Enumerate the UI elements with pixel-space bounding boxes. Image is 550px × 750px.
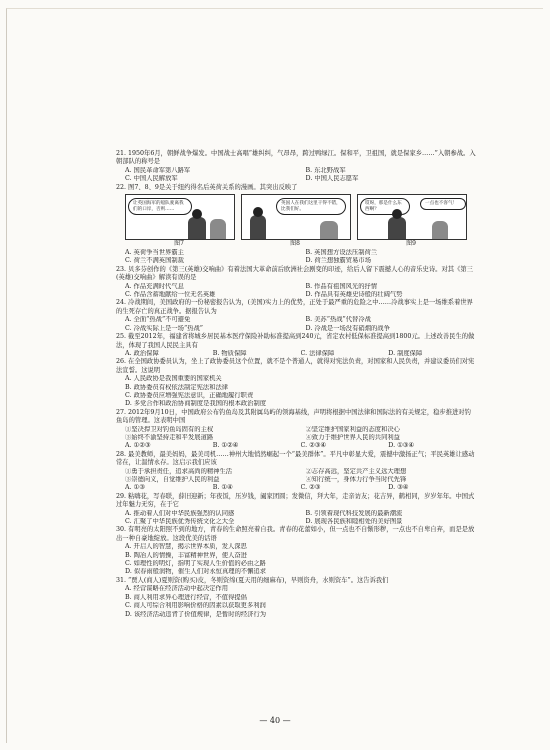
options <box>116 316 476 333</box>
option-d: D. 中国人民志愿军 <box>305 175 359 183</box>
option-a: A. 推动着人们对中华民族强烈的认同感 <box>125 509 235 517</box>
option-d: D. ①③④ <box>388 442 415 450</box>
speech-bubble: 英国人在我们这里干得不错，比我们好。 <box>276 198 346 215</box>
option-d: D. 多党合作和政治协商制度是我国的根本政治制度 <box>125 400 267 408</box>
option-b: B. 作品有祖国风光的抒情 <box>305 282 378 290</box>
options <box>116 484 476 492</box>
speech-bubble: 哎呀，那是什么东西啊？ <box>360 198 410 215</box>
option-a: A. 开启人的智慧，揭示世界本质，发人深思 <box>125 543 247 551</box>
option-c: C. ②③ <box>300 484 321 492</box>
question-21 <box>116 150 476 184</box>
options <box>116 249 476 266</box>
statement-2: ②坚定维护国家利益的态度和决心 <box>305 425 400 433</box>
question-31 <box>116 577 476 619</box>
option-b: B. 政协委员有权依法制定宪法和法律 <box>125 383 229 391</box>
option-c: C. 荷兰不满英国制裁 <box>125 257 184 265</box>
options <box>116 543 476 577</box>
option-a: A. ①③ <box>125 484 145 492</box>
option-d: D. 似春雨般润物，催生人们对永恒真理的不懈追求 <box>125 568 267 576</box>
page-number: — 40 — <box>259 716 291 725</box>
option-d: D. 荷兰想独霸贸易市场 <box>305 257 371 265</box>
option-b: B. 东北野战军 <box>305 166 346 174</box>
option-a: A. 经营谋略在经济活动中起决定作用 <box>125 585 229 593</box>
question-stem: 26. 在全国政协委员认为，坐上了政协委员这个位置，就不是个普通人，就得对宪法负责，对国家和人民负责，并建议委员们对宪法宣誓。这说明 <box>116 358 475 374</box>
option-d: D. 冷战是一场没有硝烟的战争 <box>305 324 390 332</box>
cartoon-figure <box>388 217 406 239</box>
option-a: A. ①②③ <box>125 442 151 450</box>
option-d: D. 作品具有英雄史诗般的壮阔气势 <box>305 291 403 299</box>
question-stem: 23. 贝多芬创作的《第三(英雄)交响曲》有着法国大革命前后欧洲社会剧变的印迹，给后人留下震撼人心的音乐史诗。对其《第三(英雄)交响曲》解读有误的是 <box>116 265 473 282</box>
statement-3: ③崇德向义，自觉维护人民的利益 <box>125 476 220 483</box>
option-b: B. 英国想方设法压制荷兰 <box>305 249 378 257</box>
options <box>116 585 476 619</box>
option-a: A. 人民政协是我国重要的国家机关 <box>125 375 222 383</box>
cartoon-fig7 <box>125 194 233 248</box>
question-28 <box>116 451 476 493</box>
option-c: C. 汇聚了中华民族优秀传统文化之大全 <box>125 518 235 526</box>
options <box>116 283 476 300</box>
question-26 <box>116 358 476 408</box>
exam-content <box>116 150 476 619</box>
question-stem: 27. 2012年9月10日，中国政府公布钓鱼岛及其附属岛屿的领海基线，声明将根据中国法律和国际法的有关规定，稳步推进对钓鱼岛的管理。这表明中国 <box>116 408 471 425</box>
question-stem: 30. 有明亮的太阳照不到的地方，青春的生命照亮着自我。青春的花蕾如小，但一点也不自惭形秽，一点也不自卑自弃，而是是放出一种自豪地绽放。这段优美的话语 <box>116 526 475 542</box>
option-c: C. 政协委员应增强宪法意识，正确地履行职责 <box>125 391 254 399</box>
statement-4: ④知行统一，身体力行争当时代先锋 <box>305 476 407 483</box>
question-27 <box>116 409 476 451</box>
option-b: B. ①④ <box>212 484 233 492</box>
statement-1: ①坚决捍卫对钓鱼岛固有的主权 <box>125 425 214 433</box>
option-d: D. 该经济活动违背了价值规律，是暂时的经济行为 <box>125 610 267 618</box>
question-29 <box>116 493 476 527</box>
option-a: A. 国民革命军第八路军 <box>125 166 191 174</box>
cartoon-figure <box>250 215 266 239</box>
question-stem: 29. 粘嗨花，写春联，薛旧迎新；年夜饭，压岁钱，阖家团圆；发微信，拜大年，走亲访友；花吉异，鹤相同，岁岁年年。中国式过年魅力无穷，在于它 <box>116 492 475 509</box>
option-a: A. 英荷争当世界霸主 <box>125 249 184 257</box>
option-b: B. ①②④ <box>212 442 239 450</box>
question-stem: 21. 1950年6月，朝鲜战争爆发。中国战士高唱“雄纠纠，气昂昂，跨过鸭绿江。保和平，卫祖国，就是保家乡……”入朝参战。入朝部队的称号是 <box>116 150 476 166</box>
option-d: D. 展现各民族和睦相处的美好图景 <box>305 518 403 526</box>
option-d: D. 制度保障 <box>388 349 423 357</box>
figure-caption: 图7 <box>174 240 184 248</box>
option-b: B. 物质保障 <box>212 349 247 357</box>
option-a: A. 全面“热战”不可避免 <box>125 316 191 324</box>
question-stem: 25. 截至2012年，福建省将城乡居民基本医疗保险补助标准提高到240元，省定农村低保标准提高到1800元。上述改善民生的做法，体现了我国人民民主具有 <box>116 333 475 349</box>
cartoon-fig8 <box>241 194 349 248</box>
question-23 <box>116 266 476 300</box>
option-a: A. 政治保障 <box>125 349 159 357</box>
question-stem: 22. 图7、8、9是关于纽约得名后英荷关系的漫画。其突出反映了 <box>116 183 298 191</box>
cartoon-head <box>253 207 263 217</box>
options <box>116 442 476 450</box>
speech-bubble: 让英国海军的船队驶离我们的口岸，否则…… <box>128 198 192 215</box>
option-b: B. 美苏“热战”代替冷战 <box>305 316 371 324</box>
option-c: C. 法律保障 <box>300 349 335 357</box>
question-stem: 24. 冷战期间，美国政府的一份秘密报告认为，(美国)实力上的优势，正处于最严重的危险之中……冷战事实上是一场维系着世界的生死存亡的真正战争。据报告认为 <box>116 299 473 315</box>
cartoon-fig9 <box>357 194 465 248</box>
option-b: B. 陶冶人的情操，丰富精神世界，使人奋进 <box>125 551 247 559</box>
question-25 <box>116 333 476 358</box>
statement-4: ④致力于维护世界人民的共同利益 <box>305 433 400 441</box>
option-c: C. ②③④ <box>300 442 327 450</box>
statement-1: ①勇于承担责任，追求高尚的精神生活 <box>125 467 233 475</box>
cartoon-figure <box>188 217 206 239</box>
speech-bubble: 一点也不客气！ <box>420 198 466 210</box>
statement-2: ②志存高远，坚定共产主义远大理想 <box>305 467 407 475</box>
option-c: C. 如理性的明灯，指明了实现人生价值的必由之路 <box>125 560 266 568</box>
option-d: D. ③④ <box>388 484 409 492</box>
statement-3: ③始终不渝坚持走和平发展道路 <box>125 433 214 441</box>
cartoon-head <box>392 209 402 219</box>
cartoon-figure <box>432 221 448 239</box>
cartoon-strip <box>125 194 476 248</box>
question-stem: 28. 最美教师，最美妈妈，最美司机……神州大地悄然崛起一个“最美群体”。平凡中彰显大爱，震撼中激扬正气；平民英雄让感动常在，让温情永存。这启示我们应该 <box>116 450 475 467</box>
cartoon-figure <box>320 221 338 239</box>
question-24 <box>116 299 476 333</box>
option-b: B. 引领着现代科技发展的最新潮流 <box>305 509 403 517</box>
options <box>116 167 476 184</box>
option-b: B. 商人利用求异心理进行经营，不值得提倡 <box>125 593 247 601</box>
question-stem: 31. “贾人(商人)夏则资(购买)皮，冬则资绵(夏天用的细麻布)，早则资舟，水则资车”。这告诉我们 <box>116 576 389 584</box>
option-c: C. 中国人民解放军 <box>125 175 178 183</box>
option-c: C. 商人可综合利用影响价格的因素以获取更多利润 <box>125 602 266 610</box>
options <box>116 510 476 527</box>
statements <box>116 426 476 443</box>
option-a: A. 作品充满时代气息 <box>125 282 184 290</box>
option-c: C. 冷战实际上是一场“热战” <box>125 324 204 332</box>
question-30 <box>116 526 476 576</box>
option-c: C. 作品含蓄地献给一位无名英雄 <box>125 291 216 299</box>
cartoon-figure <box>210 219 226 239</box>
figure-caption: 图9 <box>406 240 416 248</box>
question-22 <box>116 184 476 266</box>
statements <box>116 468 476 485</box>
cartoon-head <box>192 209 202 219</box>
figure-caption: 图8 <box>290 240 300 248</box>
options <box>116 375 476 409</box>
